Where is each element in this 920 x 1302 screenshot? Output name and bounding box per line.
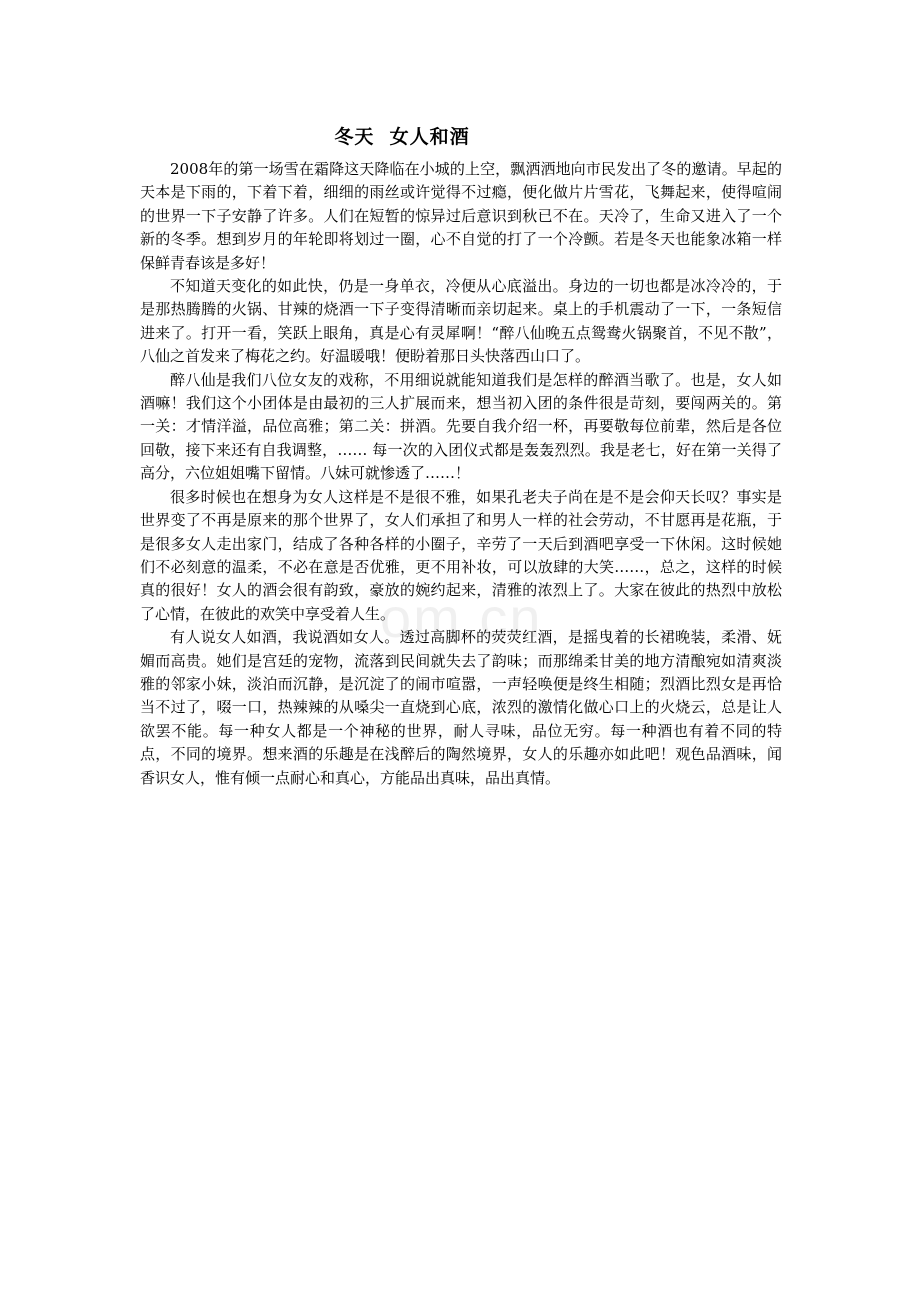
paragraph-1: 2008年的第一场雪在霜降这天降临在小城的上空，飘洒洒地向市民发出了冬的邀请。早起的天本是下雨的，下着下着，细细的雨丝或许觉得不过瘾，便化做片片雪花，飞舞起来，使得喧闹的世界一下子安静了许多。人们在短暂的惊异过后意识到秋已不在。天冷了，生命又进入了一个新的冬季。想到岁月的年轮即将划过一圈，心不自觉的打了一个冷颤。若是冬天也能象冰箱一样保鲜青春该是多好！ — [140, 160, 782, 272]
document-body — [140, 158, 782, 790]
paragraph-2: 不知道天变化的如此快，仍是一身单衣，冷便从心底溢出。身边的一切也都是冰冷冷的，于是那热腾腾的火锅、甘辣的烧酒一下子变得清晰而亲切起来。桌上的手机震动了一下，一条短信进来了。打开一看，笑跃上眼角，真是心有灵犀啊！“醉八仙晚五点鸳鸯火锅聚首，不见不散”，八仙之首发来了梅花之约。好温暖哦！便盼着那日头快落西山口了。 — [140, 277, 782, 366]
document-title: 冬天 女人和酒 — [334, 126, 470, 148]
paragraph-3: 醉八仙是我们八位女友的戏称，不用细说就能知道我们是怎样的醉酒当歌了。也是，女人如酒嘛！我们这个小团体是由最初的三人扩展而来，想当初入团的条件很是苛刻，要闯两关的。第一关：才情洋溢，品位高雅；第二关：拼酒。先要自我介绍一杯，再要敬每位前辈，然后是各位回敬，接下来还有自我调整，…… 每一次的入团仪式都是轰轰烈烈。我是老七，好在第一关得了高分，六位姐姐嘴下留情。八妹可就惨透了……！ — [140, 370, 782, 483]
watermark: om.cn — [380, 586, 543, 649]
paragraph-4: 很多时候也在想身为女人这样是不是很不雅，如果孔老夫子尚在是不是会仰天长叹？事实是世界变了不再是原来的那个世界了，女人们承担了和男人一样的社会劳动，不甘愿再是花瓶，于是很多女人走出家门，结成了各种各样的小圈子，辛劳了一天后到酒吧享受一下休闲。这时候她们不必刻意的温柔，不必在意是否优雅，更不用补妆，可以放肆的大笑……，总之，这样的时候真的很好！女人的酒会很有韵致，豪放的婉约起来，清雅的浓烈上了。大家在彼此的热烈中放松了心情，在彼此的欢笑中享受着人生。 — [140, 487, 782, 623]
paragraph-5: 有人说女人如酒，我说酒如女人。透过高脚杯的荧荧红酒，是摇曳着的长裙晚装，柔滑、妩媚而高贵。她们是宫廷的宠物，流落到民间就失去了韵味；而那绵柔甘美的地方清酿宛如清爽淡雅的邻家小妹，淡泊而沉静，是沉淀了的闹市喧嚣，一声轻唤便是终生相随；烈酒比烈女是再恰当不过了，啜一口，热辣辣的从嗓尖一直烧到心底，浓烈的激情化做心口上的火烧云，总是让人欲罢不能。每一种女人都是一个神秘的世界，耐人寻味，品位无穷。每一种酒也有着不同的特点，不同的境界。想来酒的乐趣是在浅醉后的陶然境界，女人的乐趣亦如此吧！观色品酒味，闻香识女人，惟有倾一点耐心和真心，方能品出真味，品出真情。 — [140, 628, 782, 787]
